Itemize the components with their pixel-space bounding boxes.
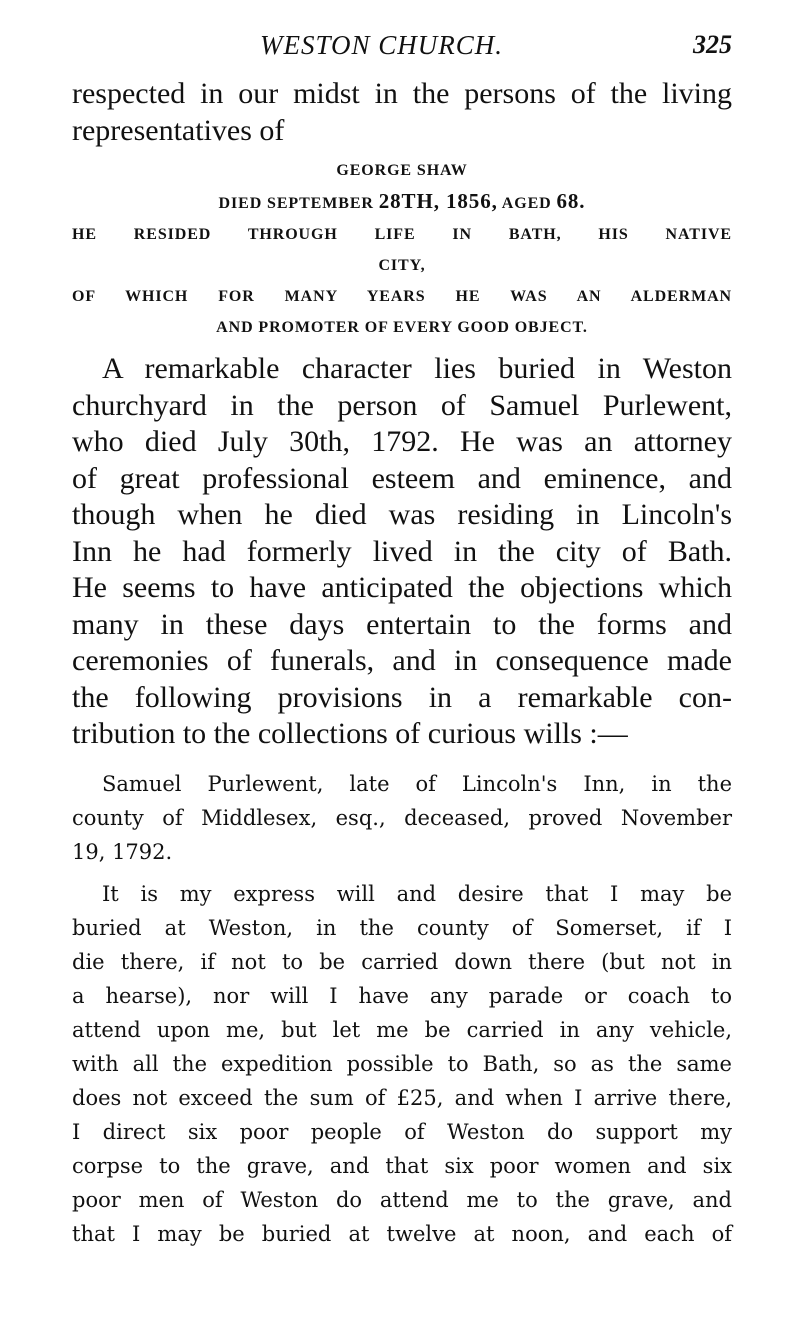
text-line: with all the expedition possible to Bath, so as the same <box>72 1051 732 1076</box>
text-line: It is my express will and desire that I may be <box>102 881 732 906</box>
epitaph-died-date: 28TH, 1856, <box>378 189 498 213</box>
text-line: Samuel Purlewent, late of Lincoln's Inn, in the <box>102 771 732 796</box>
text-line: many in these days entertain to the forms and <box>72 607 732 641</box>
text-line: die there, if not to be carried down there (but not in <box>72 949 732 974</box>
text-line: attend upon me, but let me be carried in any vehicle, <box>72 1017 732 1042</box>
text-line: the following provisions in a remarkable con- <box>72 680 732 714</box>
text-line: churchyard in the person of Samuel Purlewent, <box>72 388 732 422</box>
text-line: 19, 1792. <box>72 839 173 864</box>
text-line: corpse to the grave, and that six poor women and six <box>72 1153 732 1178</box>
intro-paragraph <box>72 76 732 149</box>
epitaph-line: AND PROMOTER OF EVERY GOOD OBJECT. <box>216 319 588 336</box>
text-line: He seems to have anticipated the objections which <box>72 571 732 604</box>
text-line: that I may be buried at twelve at noon, and each of <box>72 1221 732 1246</box>
text-line: tribution to the collections of curious wills :— <box>72 717 628 750</box>
text-line: who died July 30th, 1792. He was an attorney <box>72 425 732 458</box>
running-header <box>72 30 732 74</box>
text-line: does not exceed the sum of £25, and when I arrive there, <box>72 1085 732 1110</box>
book-page <box>72 30 732 1251</box>
text-line: I direct six poor people of Weston do support my <box>72 1119 732 1144</box>
text-line: poor men of Weston do attend me to the grave, and <box>72 1187 732 1212</box>
text-line: a hearse), nor will I have any parade or coach to <box>72 983 732 1008</box>
text-line: A remarkable character lies buried in Weston <box>102 352 732 385</box>
epitaph-inscription <box>72 155 732 343</box>
text-line: though when he died was residing in Lincoln's <box>72 498 732 531</box>
epitaph-line: HE RESIDED THROUGH LIFE IN BATH, HIS NATIVE <box>72 226 732 243</box>
text-line: buried at Weston, in the county of Somerset, if I <box>72 915 732 940</box>
running-title: WESTON CHURCH. <box>260 30 504 60</box>
body-paragraph <box>72 351 732 753</box>
text-line: county of Middlesex, esq., deceased, proved November <box>72 805 732 830</box>
page-number: 325 <box>693 30 732 59</box>
will-probate-header <box>72 767 732 869</box>
text-line: of great professional esteem and eminence, and <box>72 461 732 495</box>
epitaph-name: GEORGE SHAW <box>336 162 468 179</box>
text-line: Inn he had formerly lived in the city of Bath. <box>72 534 732 568</box>
epitaph-aged-value: 68. <box>556 189 586 213</box>
epitaph-aged-label: AGED <box>497 195 557 212</box>
text-line: representatives of <box>72 113 285 147</box>
text-line: ceremonies of funerals, and in consequence made <box>72 644 732 677</box>
epitaph-died-label: DIED SEPTEMBER <box>218 195 379 212</box>
will-text <box>72 877 732 1251</box>
epitaph-line: CITY, <box>378 257 426 274</box>
epitaph-death-line <box>72 186 732 219</box>
epitaph-line: OF WHICH FOR MANY YEARS HE WAS AN ALDERMAN <box>72 288 732 305</box>
text-line: respected in our midst in the persons of the living <box>72 77 732 110</box>
